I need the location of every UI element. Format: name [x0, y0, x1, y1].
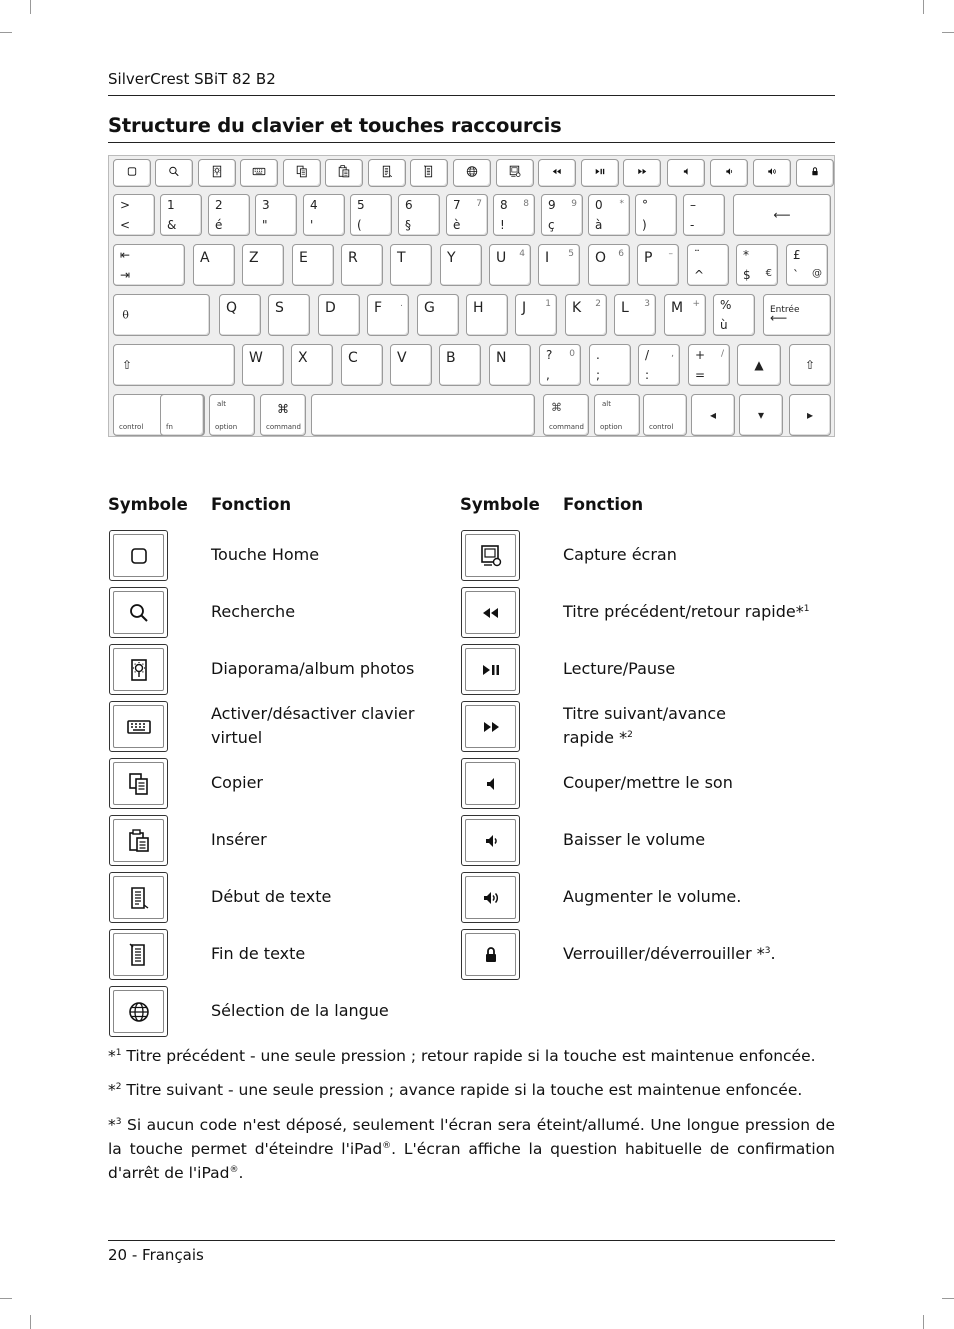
key-number — [160, 194, 202, 236]
key-bottom-char: ^ — [694, 268, 705, 282]
fn-key — [667, 159, 705, 187]
arrow-down-icon: ▾ — [757, 408, 765, 422]
key-numpad-char: – — [668, 249, 673, 259]
function-label — [563, 657, 675, 681]
slideshow-icon — [199, 164, 235, 183]
key-letter: Y — [447, 250, 456, 266]
key-numpad-char: 1 — [545, 299, 551, 309]
arrow-up-key — [737, 344, 781, 386]
footnote-ref: 1 — [803, 604, 810, 614]
function-text-line2: rapide * — [563, 728, 628, 747]
key-letter: A — [200, 250, 210, 266]
fn-key — [283, 159, 321, 187]
key-letter: O — [595, 250, 607, 266]
key-letter-row-4 — [417, 294, 459, 336]
key-number — [255, 194, 297, 236]
note-marker: * — [108, 1081, 116, 1099]
key-bottom-char: , — [546, 368, 550, 382]
key-bottom-char: ; — [596, 368, 601, 382]
registered-mark: ® — [229, 1165, 239, 1175]
globe-icon — [454, 164, 490, 183]
keyboard-diagram — [108, 155, 835, 437]
key-letter: R — [348, 250, 358, 266]
key-letter-row-3 — [489, 244, 531, 286]
note-text: . — [238, 1164, 244, 1182]
fn-key — [453, 159, 491, 187]
command-label: command — [549, 423, 584, 431]
key-numpad-char: 6 — [618, 249, 624, 259]
key-letter-row-3 — [637, 244, 679, 286]
key-letter: W — [249, 350, 263, 366]
fn-key — [240, 159, 278, 187]
symbol-key-paste — [109, 815, 168, 866]
fn-key — [753, 159, 791, 187]
key-letter-row-5 — [539, 344, 581, 386]
key-numpad-char: 2 — [595, 299, 601, 309]
option-left-key — [209, 394, 255, 436]
key-alt-char: @ — [812, 268, 822, 279]
title-rule — [108, 142, 835, 143]
tab-arrow-icon: ⇥ — [120, 268, 131, 282]
function-text: Touche Home — [211, 545, 320, 564]
function-text: Fin de texte — [211, 944, 306, 963]
volume-up-icon — [754, 164, 790, 183]
note-sup: 2 — [115, 1082, 122, 1092]
enter-arrow-icon: ⟵ — [770, 311, 788, 325]
key-number — [446, 194, 488, 236]
function-text: Titre suivant/avance — [563, 704, 727, 723]
symbol-key-volume-up — [461, 872, 520, 923]
caps-lock-icon: ⍬ — [122, 307, 130, 322]
function-text: Couper/mettre le son — [563, 773, 733, 792]
function-label — [563, 702, 726, 750]
fn-key — [155, 159, 193, 187]
arrow-left-key — [691, 394, 735, 436]
key-letter-row-5 — [688, 344, 730, 386]
function-text: Titre précédent/retour rapide* — [563, 602, 804, 621]
key-number — [541, 194, 583, 236]
keyboard-icon — [241, 164, 277, 183]
option-label: option — [215, 423, 238, 431]
crop-mark — [0, 1298, 12, 1299]
function-text-line2: virtuel — [211, 728, 263, 747]
crop-mark — [0, 32, 12, 33]
running-header: SilverCrest SBiT 82 B2 — [108, 70, 276, 88]
enter-label: Entrée — [770, 305, 800, 315]
backspace-key — [733, 194, 831, 236]
shift-right-key — [789, 344, 831, 386]
col-header-symbol-left: Symbole — [108, 495, 188, 514]
key-letter: K — [572, 300, 582, 316]
key-bottom-char: = — [695, 368, 706, 382]
key-top-char: > — [120, 198, 131, 212]
key-letter-row-5 — [341, 344, 383, 386]
function-label — [563, 600, 809, 624]
note-marker: * — [108, 1047, 116, 1065]
key-letter: T — [397, 250, 406, 266]
key-bottom-char: ( — [357, 218, 362, 232]
header-rule — [108, 95, 835, 96]
footnote-ref: 2 — [627, 730, 633, 740]
key-bottom-char: $ — [743, 268, 751, 282]
arrow-left-icon: ◂ — [709, 408, 717, 422]
play-pause-icon — [582, 164, 618, 183]
key-letter-row-4 — [565, 294, 607, 336]
function-label — [563, 885, 741, 909]
function-text: Lecture/Pause — [563, 659, 676, 678]
key-letter-row-3 — [736, 244, 778, 286]
fn-key — [496, 159, 534, 187]
function-label — [563, 771, 733, 795]
page-footer: 20 - Français — [108, 1246, 204, 1264]
key-top-char: – — [690, 198, 696, 212]
key-letter: J — [522, 300, 527, 316]
key-letter-row-4 — [466, 294, 508, 336]
fn-key — [623, 159, 661, 187]
key-numpad-char: 9 — [571, 199, 577, 209]
fn-key — [410, 159, 448, 187]
key-letter-row-5 — [638, 344, 680, 386]
function-text: Sélection de la langue — [211, 1001, 389, 1020]
key-number — [588, 194, 630, 236]
command-symbol: ⌘ — [277, 402, 289, 416]
alt-label: alt — [602, 400, 611, 408]
key-bottom-char: ù — [720, 318, 728, 332]
shift-icon: ⇧ — [804, 358, 816, 372]
shift-left-key — [113, 344, 235, 386]
control-right-key — [643, 394, 687, 436]
registered-mark: ® — [382, 1141, 392, 1151]
lock-icon — [797, 164, 833, 183]
space-bar — [311, 394, 535, 436]
footer-rule — [108, 1240, 835, 1241]
symbol-key-screenshot — [461, 530, 520, 581]
symbol-key-home — [109, 530, 168, 581]
col-header-symbol-right: Symbole — [460, 495, 540, 514]
note-text: Titre suivant - une seule pression ; avance rapide si la touche est maintenue enfoncée. — [121, 1081, 803, 1099]
crop-mark — [30, 0, 31, 14]
key-letter-row-4 — [268, 294, 310, 336]
symbol-key-play-pause — [461, 644, 520, 695]
key-letter-row-3 — [687, 244, 729, 286]
symbol-key-keyboard — [109, 701, 168, 752]
key-letter-row-3 — [588, 244, 630, 286]
search-icon — [156, 164, 192, 183]
key-letter: L — [621, 300, 629, 316]
key-number — [635, 194, 677, 236]
key-letter: Q — [226, 300, 238, 316]
crop-mark — [942, 1298, 954, 1299]
function-label — [211, 657, 414, 681]
fn-key — [160, 394, 204, 436]
key-numpad-char: . — [400, 299, 403, 309]
key-numpad-char: / — [720, 349, 724, 359]
shift-icon: ⇧ — [122, 358, 133, 372]
fn-key — [710, 159, 748, 187]
function-label — [211, 828, 267, 852]
key-letter: S — [275, 300, 284, 316]
function-label — [211, 600, 295, 624]
key-numpad-char: + — [692, 299, 700, 309]
note-marker: * — [108, 1116, 116, 1134]
key-number — [493, 194, 535, 236]
function-text-tail: . — [770, 944, 776, 963]
arrow-up-icon: ▲ — [754, 358, 764, 372]
symbol-key-globe — [109, 986, 168, 1037]
footnote-ref: 3 — [764, 946, 771, 956]
fn-key — [796, 159, 834, 187]
key-bottom-char: & — [167, 218, 177, 232]
key-letter-row-5 — [489, 344, 531, 386]
crop-mark — [923, 0, 924, 14]
crop-mark — [923, 1315, 924, 1329]
key-numpad-char: 3 — [644, 299, 650, 309]
key-letter: N — [496, 350, 507, 366]
key-top-char: 9 — [548, 198, 556, 212]
fn-label: fn — [166, 423, 173, 431]
function-label — [563, 828, 705, 852]
key-number — [303, 194, 345, 236]
function-text: Baisser le volume — [563, 830, 706, 849]
key-letter-row-3 — [786, 244, 828, 286]
col-header-function-left: Fonction — [211, 495, 292, 514]
command-right-key — [543, 394, 589, 436]
col-header-function-right: Fonction — [563, 495, 644, 514]
key-top-char: £ — [793, 248, 801, 262]
function-text: Recherche — [211, 602, 296, 621]
function-text: Diaporama/album photos — [211, 659, 415, 678]
key-bottom-char: ) — [642, 218, 647, 232]
command-symbol: ⌘ — [551, 401, 562, 414]
key-letter-row-4 — [219, 294, 261, 336]
crop-mark — [942, 32, 954, 33]
key-number — [208, 194, 250, 236]
key-numpad-char: 0 — [569, 349, 575, 359]
key-top-char: 6 — [405, 198, 413, 212]
key-letter-row-4 — [318, 294, 360, 336]
option-label: option — [600, 423, 623, 431]
footnote-1 — [108, 1044, 835, 1068]
caps-lock-key — [113, 294, 210, 336]
arrow-down-key — [739, 394, 783, 436]
key-letter-row-5 — [390, 344, 432, 386]
key-letter-row-3 — [341, 244, 383, 286]
function-text: Début de texte — [211, 887, 332, 906]
control-label: control — [119, 423, 144, 431]
function-text: Activer/désactiver clavier — [211, 704, 415, 723]
key-number — [398, 194, 440, 236]
key-letter: X — [298, 350, 308, 366]
fn-key — [325, 159, 363, 187]
key-bottom-char: é — [215, 218, 223, 232]
key-numpad-char: 5 — [568, 249, 574, 259]
key-top-char: 1 — [167, 198, 175, 212]
function-label — [211, 543, 319, 567]
key-top-char: 2 — [215, 198, 223, 212]
key-top-char: 7 — [453, 198, 461, 212]
symbol-key-volume-down — [461, 815, 520, 866]
key-bottom-char: ' — [310, 218, 314, 232]
key-top-char: 3 — [262, 198, 270, 212]
function-label — [211, 702, 414, 750]
key-top-char: 0 — [595, 198, 603, 212]
function-text: Insérer — [211, 830, 267, 849]
screenshot-icon — [497, 164, 533, 183]
key-letter-row-3 — [390, 244, 432, 286]
key-letter-row-5 — [589, 344, 631, 386]
key-numpad-char: 8 — [523, 199, 529, 209]
function-label — [563, 942, 776, 966]
command-left-key — [260, 394, 306, 436]
crop-mark — [30, 1315, 31, 1329]
key-bottom-char: à — [595, 218, 603, 232]
key-numpad-char: 4 — [519, 249, 525, 259]
function-text: Capture écran — [563, 545, 677, 564]
key-bottom-char: : — [645, 368, 650, 382]
function-label — [211, 771, 263, 795]
key-number — [350, 194, 392, 236]
function-text: Augmenter le volume. — [563, 887, 742, 906]
symbol-key-lock — [461, 929, 520, 980]
key-letter: P — [644, 250, 653, 266]
key-letter-row-4 — [713, 294, 755, 336]
backspace-arrow-icon: ⟵ — [773, 208, 791, 222]
key-letter: G — [424, 300, 435, 316]
function-label — [211, 999, 389, 1023]
function-text: Copier — [211, 773, 263, 792]
key-bottom-char: è — [453, 218, 461, 232]
key-bottom-char: ` — [793, 268, 799, 282]
key-letter-row-3 — [538, 244, 580, 286]
key-top-char: 4 — [310, 198, 318, 212]
key-number — [113, 194, 155, 236]
key-bottom-char: ! — [500, 218, 505, 232]
alt-label: alt — [217, 400, 226, 408]
key-letter-row-4 — [614, 294, 656, 336]
copy-icon — [284, 164, 320, 183]
key-letter: B — [446, 350, 456, 366]
key-letter: V — [397, 350, 407, 366]
key-numpad-char: * — [619, 199, 624, 209]
section-title: Structure du clavier et touches raccourcis — [108, 114, 562, 137]
command-label: command — [266, 423, 301, 431]
control-label: control — [649, 423, 674, 431]
key-top-char: 5 — [357, 198, 365, 212]
footnote-3 — [108, 1113, 835, 1185]
option-right-key — [594, 394, 640, 436]
note-text: Si aucun code n'est déposé, seulement l'écran sera éteint/allumé. Une longue pression de la touche permet d'éteindre l'iPad — [108, 1116, 835, 1158]
rewind-icon — [539, 164, 575, 183]
note-sup: 3 — [115, 1117, 122, 1127]
key-letter-row-5 — [439, 344, 481, 386]
key-letter-row-5 — [242, 344, 284, 386]
key-top-char: ° — [642, 198, 648, 212]
key-letter-row-5 — [291, 344, 333, 386]
key-letter: H — [473, 300, 484, 316]
key-letter-row-3 — [242, 244, 284, 286]
symbol-key-slideshow — [109, 644, 168, 695]
text-start-icon — [369, 164, 405, 183]
symbol-key-rewind — [461, 587, 520, 638]
key-number — [683, 194, 725, 236]
key-alt-char: € — [765, 268, 772, 279]
key-bottom-char: ç — [548, 218, 555, 232]
mute-icon — [668, 164, 704, 183]
fn-key — [198, 159, 236, 187]
symbol-key-search — [109, 587, 168, 638]
key-letter: U — [496, 250, 507, 266]
key-top-char: / — [645, 348, 650, 362]
key-bottom-char: " — [262, 218, 268, 232]
key-bottom-char: - — [690, 218, 695, 232]
fn-key — [368, 159, 406, 187]
function-text: Verrouiller/déverrouiller * — [563, 944, 765, 963]
note-text: . L'écran affiche la question habituelle de confirmation d'arrêt de l'iPad — [108, 1140, 835, 1182]
home-icon — [114, 164, 150, 183]
key-letter: E — [299, 250, 308, 266]
fn-key — [113, 159, 151, 187]
symbol-key-copy — [109, 758, 168, 809]
function-label — [211, 942, 305, 966]
key-letter: Z — [249, 250, 259, 266]
arrow-right-icon: ▸ — [806, 408, 814, 422]
key-letter-row-4 — [367, 294, 409, 336]
key-letter-row-4 — [664, 294, 706, 336]
fast-forward-icon — [624, 164, 660, 183]
key-letter: D — [325, 300, 336, 316]
key-letter: C — [348, 350, 358, 366]
volume-down-icon — [711, 164, 747, 183]
symbol-key-mute — [461, 758, 520, 809]
key-bottom-char: < — [120, 218, 131, 232]
paste-icon — [326, 164, 362, 183]
key-numpad-char: 7 — [476, 199, 482, 209]
symbol-key-text-end — [109, 929, 168, 980]
text-end-icon — [411, 164, 447, 183]
key-letter: F — [374, 300, 383, 316]
key-top-char: ¨ — [694, 248, 700, 262]
tab-arrow-icon: ⇤ — [120, 248, 131, 262]
key-top-char: ? — [546, 348, 553, 362]
function-label — [211, 885, 331, 909]
key-top-char: 8 — [500, 198, 508, 212]
key-top-char: % — [720, 298, 732, 312]
fn-key — [538, 159, 576, 187]
key-letter-row-4 — [515, 294, 557, 336]
key-letter: I — [545, 250, 550, 266]
key-top-char: . — [596, 348, 600, 362]
arrow-right-key — [789, 394, 831, 436]
key-letter-row-3 — [440, 244, 482, 286]
fn-key — [581, 159, 619, 187]
tab-key — [113, 244, 185, 286]
note-text: Titre précédent - une seule pression ; retour rapide si la touche est maintenue enfoncée. — [121, 1047, 816, 1065]
symbol-key-fast-forward — [461, 701, 520, 752]
enter-key — [763, 294, 831, 336]
function-label — [563, 543, 677, 567]
key-letter-row-3 — [292, 244, 334, 286]
note-sup: 1 — [115, 1048, 122, 1058]
key-bottom-char: § — [405, 218, 411, 232]
symbol-key-text-start — [109, 872, 168, 923]
key-letter-row-3 — [193, 244, 235, 286]
key-top-char: * — [743, 248, 749, 262]
key-numpad-char: , — [671, 349, 674, 359]
key-letter: M — [671, 300, 684, 316]
footnote-2 — [108, 1078, 835, 1102]
key-top-char: + — [695, 348, 706, 362]
